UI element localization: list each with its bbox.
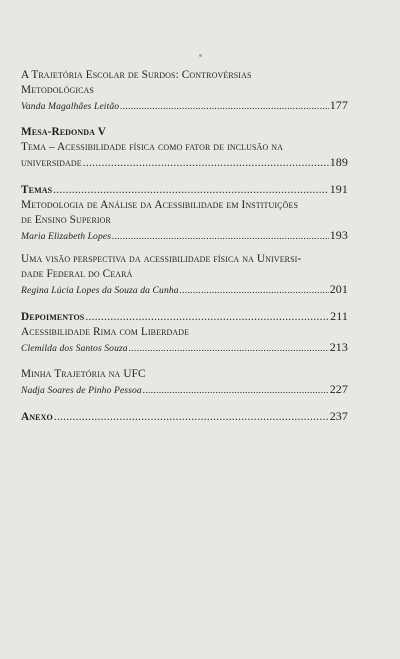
dot-leader [112, 229, 329, 244]
toc-page-number: 193 [329, 228, 348, 242]
toc-author: Clemilda dos Santos Souza [21, 343, 128, 354]
toc-section-entry [21, 409, 348, 425]
toc-title-line: Uma visão perspectiva da acessibilidade física na Universi- [21, 253, 302, 265]
toc-title-line: Metodologia de Análise da Acessibilidade em Instituições [21, 199, 299, 211]
dot-leader [85, 310, 329, 325]
toc-author: Regina Lúcia Lopes da Souza da Cunha [21, 285, 179, 296]
toc-title-line: Metodológicas [21, 84, 94, 96]
toc-section-entry [21, 182, 348, 198]
toc-title-line: Acessibilidade Rima com Liberdade [21, 326, 190, 338]
toc-author-entry [21, 228, 348, 244]
toc-section-heading: Anexo [21, 411, 53, 423]
dot-leader [120, 99, 329, 114]
toc-page-number: 211 [330, 309, 348, 323]
toc-section-entry [21, 309, 348, 325]
toc-section-heading: Temas [21, 184, 53, 196]
dot-leader [83, 156, 329, 171]
toc-title-line: Minha Trajetória na UFC [21, 368, 146, 380]
toc-title-line: Tema – Acessibilidade física como fator de inclusão na [21, 141, 284, 153]
toc-title-line: universidade [21, 157, 82, 169]
toc-author-entry [21, 98, 348, 114]
toc-title-line: dade Federal do Ceará [21, 268, 133, 280]
toc-page-number: 189 [329, 155, 348, 169]
toc-page-number: 213 [329, 340, 348, 354]
dot-leader [143, 383, 329, 398]
dot-leader [53, 183, 329, 198]
toc-author: Vanda Magalhães Leitão [21, 101, 120, 112]
dot-leader [129, 341, 329, 356]
toc-title-entry [21, 155, 348, 171]
toc-section-heading: Depoimentos [21, 311, 85, 323]
toc-page-number: 191 [329, 182, 348, 196]
toc-author: Nadja Soares de Pinho Pessoa [21, 385, 142, 396]
toc-page-number: 237 [329, 409, 348, 423]
page-dot-mark [199, 54, 202, 57]
toc-author: Maria Elizabeth Lopes [21, 231, 112, 242]
toc-page-number: 227 [329, 382, 348, 396]
toc-page-number: 201 [329, 282, 348, 296]
toc-author-entry [21, 282, 348, 298]
toc-author-entry [21, 382, 348, 398]
toc-title-line: A Trajetória Escolar de Surdos: Controvérsias [21, 69, 252, 81]
toc-title-line: de Ensino Superior [21, 214, 111, 226]
dot-leader [180, 283, 329, 298]
toc-page-number: 177 [329, 98, 348, 112]
toc-author-entry [21, 340, 348, 356]
table-of-contents [21, 68, 348, 425]
dot-leader [54, 410, 329, 425]
toc-section-heading: Mesa-Redonda V [21, 126, 106, 138]
